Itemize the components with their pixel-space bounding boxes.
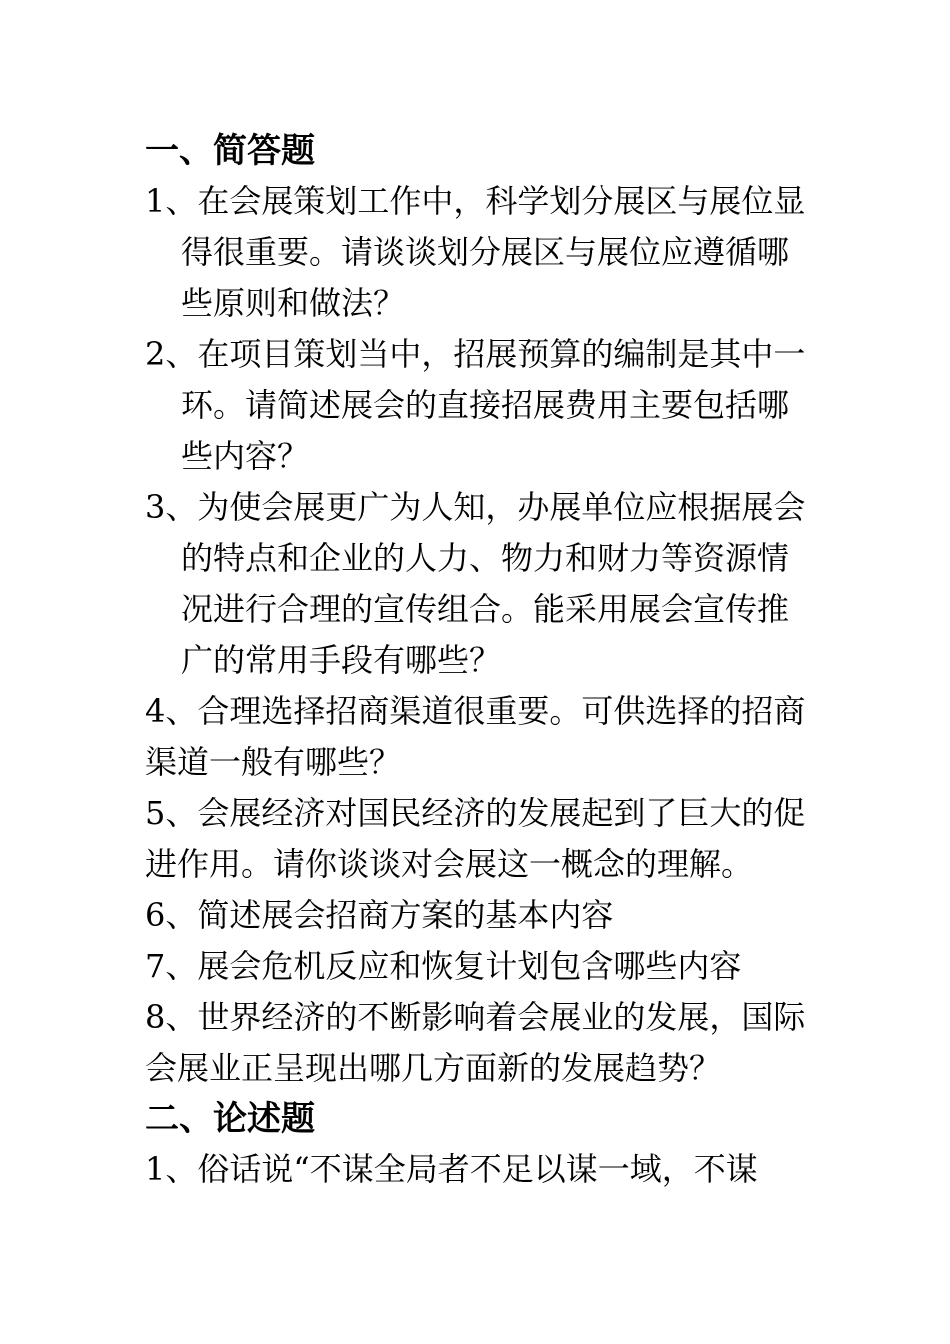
question-item: 2、在项目策划当中，招展预算的编制是其中一环。请简述展会的直接招展费用主要包括哪些内容？ <box>145 335 806 475</box>
section-short-answer <box>145 126 810 1094</box>
section-heading: 二、论述题 <box>145 1099 315 1139</box>
question-item: 4、合理选择招商渠道很重要。可供选择的招商渠道一般有哪些？ <box>145 692 806 781</box>
question-item: 7、展会危机反应和恢复计划包含哪些内容 <box>145 947 742 985</box>
section-essay <box>145 1094 810 1195</box>
question-item: 5、会展经济对国民经济的发展起到了巨大的促进作用。请你谈谈对会展这一概念的理解。 <box>145 794 806 883</box>
question-item: 8、世界经济的不断影响着会展业的发展，国际会展业正呈现出哪几方面新的发展趋势？ <box>145 998 806 1087</box>
question-item: 6、简述展会招商方案的基本内容 <box>145 896 614 934</box>
document-page <box>145 126 810 1195</box>
question-item: 1、俗话说“不谋全局者不足以谋一域，不谋 <box>145 1150 758 1188</box>
question-item: 1、在会展策划工作中，科学划分展区与展位显得很重要。请谈谈划分展区与展位应遵循哪些原则和做法？ <box>145 182 806 322</box>
section-heading: 一、简答题 <box>145 131 315 171</box>
question-item: 3、为使会展更广为人知，办展单位应根据展会的特点和企业的人力、物力和财力等资源情况进行合理的宣传组合。能采用展会宣传推广的常用手段有哪些？ <box>145 488 806 679</box>
